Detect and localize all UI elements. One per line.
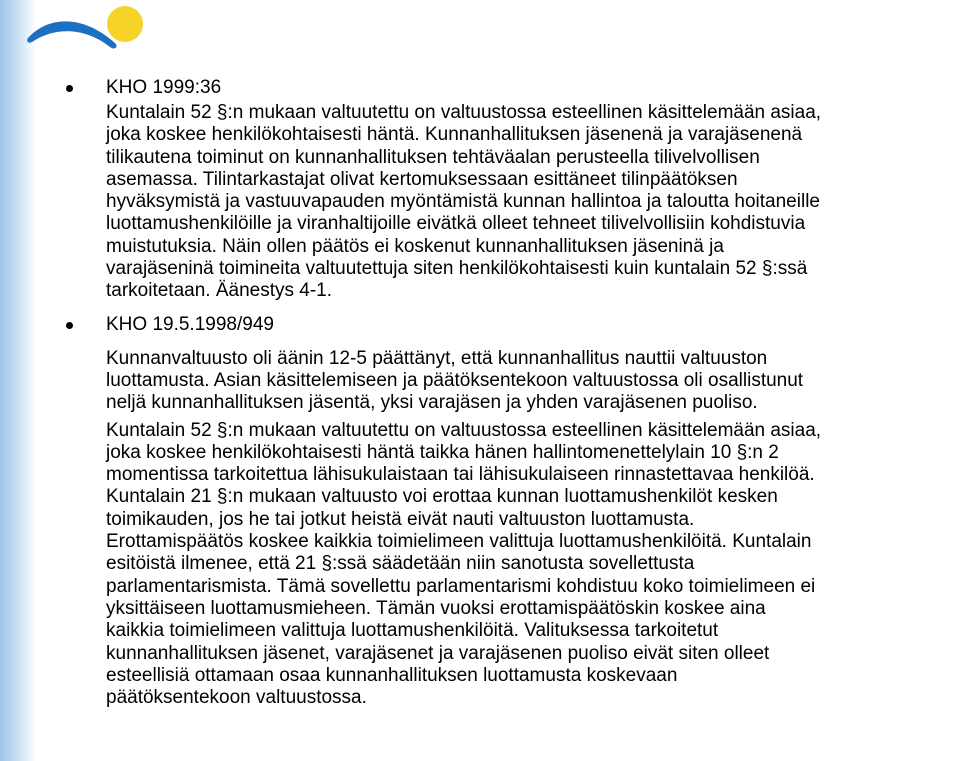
bullet-item-1: [66, 76, 960, 100]
text-line: kaikkia toimielimeen valittuja luottamushenkilöitä. Valituksessa tarkoitetut: [106, 620, 719, 642]
text-line: varajäseninä toimineita valtuutettuja siten henkilökohtaisesti kuin kuntalain 52 §:ssä: [106, 258, 808, 280]
text-line: esitöistä ilmenee, että 21 §:ssä säädetään niin sanotusta sovellettusta: [106, 553, 695, 575]
bullet-heading: KHO 19.5.1998/949: [106, 313, 274, 335]
side-gradient-strip: [0, 0, 36, 761]
text-line: Kuntalain 21 §:n mukaan valtuusto voi erottaa kunnan luottamushenkilöt kesken: [106, 486, 778, 508]
text-line: Kuntalain 52 §:n mukaan valtuutettu on valtuustossa esteellinen käsittelemään asiaa,: [106, 102, 822, 123]
text-line: esteellisiä ottamaan osaa kunnanhallituksen luottamusta koskevaan: [106, 664, 678, 686]
bullet-heading: KHO 1999:36: [106, 77, 222, 98]
bullet-dot: [66, 322, 73, 329]
text-line: momentissa tarkoitettua lähisukulaistaan tai lähisukulaiseen rinnastettavaa henkilöä.: [106, 464, 815, 486]
logo-icon: [26, 4, 150, 66]
text-line: Kuntalain 52 §:n mukaan valtuutettu on valtuustossa esteellinen käsittelemään asiaa,: [106, 419, 822, 441]
text-line: Erottamispäätös koskee kaikkia toimielimeen valittuja luottamushenkilöitä. Kuntalain: [106, 531, 812, 553]
text-line: muistutuksia. Näin ollen päätös ei koskenut kunnanhallituksen jäseninä ja: [106, 235, 724, 257]
case-paragraph: [66, 348, 960, 415]
case-paragraph: [66, 420, 960, 710]
logo-swoosh: [27, 21, 116, 48]
slide-content: [66, 76, 960, 709]
text-line: luottamushenkilöille ja viranhaltijoille eivätkä olleet tehneet tilivelvollisiin kohdistuvia: [106, 213, 806, 235]
logo-sun: [107, 6, 143, 42]
text-line: tarkoitetaan. Äänestys 4-1.: [106, 280, 333, 302]
bullet-dot: [66, 85, 73, 92]
text-line: hyväksymistä ja vastuuvapauden myöntämistä kunnan hallintoa ja taloutta hoitaneille: [106, 191, 820, 213]
text-line: Kunnanvaltuusto oli äänin 12-5 päättänyt, että kunnanhallitus nauttii valtuuston: [106, 347, 768, 369]
text-line: päätöksentekoon valtuustossa.: [106, 687, 367, 709]
bullet-item-2: [66, 313, 960, 337]
text-line: toimikauden, jos he tai jotkut heistä eivät nauti valtuuston luottamusta.: [106, 508, 695, 530]
case-paragraph: [66, 102, 960, 303]
text-line: yksittäiseen luottamusmieheen. Tämän vuoksi erottamispäätöskin koskee aina: [106, 597, 766, 619]
text-line: joka koskee henkilökohtaisesti häntä taikka hänen hallintomenettelylain 10 §:n 2: [106, 441, 779, 463]
text-line: asemassa. Tilintarkastajat olivat kertomuksessaan esittäneet tilinpäätöksen: [106, 168, 738, 190]
text-line: joka koskee henkilökohtaisesti häntä. Kunnanhallituksen jäsenenä ja varajäsenenä: [106, 124, 803, 146]
text-line: luottamusta. Asian käsittelemiseen ja päätöksentekoon valtuustossa oli osallistunut: [106, 369, 804, 391]
text-line: tilikautena toiminut on kunnanhallituksen tehtäväalan perusteella tilivelvollisen: [106, 146, 760, 168]
text-line: neljä kunnanhallituksen jäsentä, yksi varajäsen ja yhden varajäsenen puoliso.: [106, 392, 758, 414]
text-line: parlamentarismista. Tämä sovellettu parlamentarismi kohdistuu koko toimielimeen ei: [106, 575, 816, 597]
text-line: kunnanhallituksen jäsenet, varajäsenet ja varajäsenen puoliso eivät siten olleet: [106, 642, 770, 664]
